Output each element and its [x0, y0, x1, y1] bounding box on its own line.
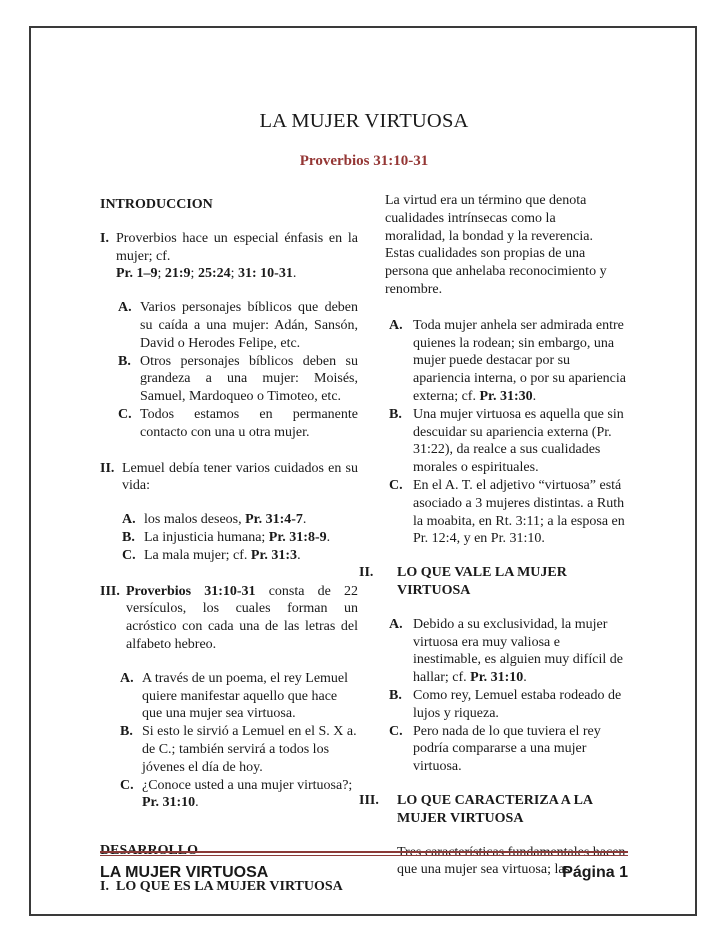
development-section-1-items	[373, 317, 629, 548]
development-section-2-items	[373, 616, 629, 776]
ref: Pr. 31:4-7	[245, 512, 303, 528]
ref: 25:24	[197, 266, 231, 282]
ref: Pr. 31:10	[470, 670, 524, 686]
item-label: C.	[120, 777, 134, 793]
ref: 31: 10-31	[238, 266, 293, 282]
section-label: III.	[100, 583, 120, 599]
intro-section-2	[100, 460, 358, 496]
list-item	[118, 406, 358, 442]
ref: Pr. 31:8-9	[268, 529, 327, 545]
item-text	[413, 317, 629, 406]
section-text	[116, 230, 358, 283]
item-label: B.	[120, 724, 133, 740]
section-text: Lemuel debía tener varios cuidados en su vida:	[122, 460, 358, 494]
item-label: C.	[118, 406, 132, 422]
section-text-part: Proverbios hace un especial énfasis en la mujer; cf.	[116, 230, 358, 264]
sep: ;	[190, 266, 198, 282]
section-text: LO QUE CARACTERIZA A LA MUJER VIRTUOSA	[397, 792, 593, 826]
development-section-3-text: que una mujer sea virtuosa; las	[397, 862, 571, 878]
item-label: A.	[389, 317, 403, 333]
item-text-part: los malos deseos,	[144, 512, 246, 528]
item-text: Si esto le sirvió a Lemuel en el S. X a. de C.; también servirá a todos los jóvenes el día de hoy.	[142, 724, 357, 775]
item-text-part: Toda mujer anhela ser admirada entre quienes la rodean; sin embargo, una mujer puede destacar por su apariencia interna, o por su apariencia externa; cf.	[413, 317, 627, 404]
item-text: A través de un poema, el rey Lemuel quiere manifestar aquello que hace que una mujer sea virtuosa.	[142, 670, 349, 722]
development-section-3	[359, 792, 629, 828]
section-label: I.	[100, 878, 109, 894]
item-text	[144, 529, 358, 547]
list-item	[389, 723, 629, 776]
list-item	[122, 511, 358, 529]
ref: Pr. 31:30	[479, 388, 533, 404]
definition-paragraph: La virtud era un término que denota cualidades intrínsecas como la moralidad, la bondad y la reverencia. Estas cualidades son propias de una persona que anhelaba reconocimiento y renombre.	[385, 193, 607, 297]
intro-section-1-items	[100, 299, 358, 441]
item-text-part: La mala mujer; cf.	[144, 547, 251, 563]
sep: .	[532, 388, 537, 404]
item-label: B.	[122, 529, 135, 545]
item-text	[413, 616, 629, 687]
item-text-part: ¿Conoce usted a una mujer virtuosa?;	[142, 777, 353, 793]
list-item	[122, 529, 358, 547]
list-item	[120, 777, 358, 813]
list-item	[389, 406, 629, 477]
development-section-2	[359, 564, 629, 600]
section-text-part: consta de 22 versículos, los cuales forman un acróstico con cada una de las letras del alfabeto hebreo.	[126, 583, 358, 652]
intro-heading: INTRODUCCION	[100, 197, 213, 212]
intro-section-2-items	[100, 511, 358, 564]
item-text	[144, 547, 358, 565]
item-text: En el A. T. el adjetivo “virtuosa” está asociado a 3 mujeres distintas. a Ruth la moabita, en Rt. 3:11; a la esposa en Pr. 12:4, y en Pr. 31:10.	[413, 477, 625, 547]
section-label: III.	[359, 792, 379, 808]
page-subtitle: Proverbios 31:10-31	[299, 153, 429, 169]
ref: Pr. 1–9	[116, 266, 158, 282]
item-text: Otros personajes bíblicos deben su grandeza a una mujer: Moisés, Samuel, Mardoqueo o Timoteo, etc.	[140, 353, 358, 405]
item-label: B.	[389, 406, 402, 422]
item-text-part: Debido a su exclusividad, la mujer virtuosa era muy valiosa e inestimable, es alguien muy difícil de hallar; cf.	[413, 616, 623, 686]
right-column	[359, 192, 629, 879]
footer-title: LA MUJER VIRTUOSA	[100, 864, 269, 881]
sep: ;	[230, 266, 238, 282]
sep: .	[292, 266, 297, 282]
sep: .	[302, 512, 307, 528]
intro-section-3	[100, 583, 358, 654]
sep: .	[195, 795, 199, 811]
section-label: II.	[100, 460, 115, 476]
item-text: Todos estamos en permanente contacto con una u otra mujer.	[140, 406, 358, 440]
item-label: C.	[389, 723, 403, 739]
list-item	[118, 299, 358, 352]
item-label: C.	[122, 547, 136, 563]
item-label: A.	[118, 300, 132, 316]
item-label: C.	[389, 477, 403, 493]
ref: Proverbios 31:10-31	[126, 583, 256, 599]
section-text: LO QUE VALE LA MUJER VIRTUOSA	[397, 565, 567, 598]
list-item	[118, 353, 358, 406]
list-item	[389, 477, 629, 548]
ref: Pr. 31:3	[250, 547, 298, 563]
section-text	[126, 583, 358, 654]
item-label: A.	[122, 512, 136, 528]
item-label: B.	[389, 687, 402, 703]
sep: .	[523, 670, 527, 686]
footer-page-number: Página 1	[562, 864, 628, 881]
item-text: Como rey, Lemuel estaba rodeado de lujos y riqueza.	[413, 687, 622, 721]
section-text: LO QUE ES LA MUJER VIRTUOSA	[116, 878, 343, 894]
item-text-part: La injusticia humana;	[144, 529, 269, 545]
item-text: Pero nada de lo que tuviera el rey podría compararse a una mujer virtuosa.	[413, 723, 601, 775]
footer-rule	[100, 851, 628, 853]
ref: 21:9	[164, 266, 191, 282]
page-title: LA MUJER VIRTUOSA	[259, 110, 469, 132]
item-label: A.	[389, 616, 403, 632]
item-text: Varios personajes bíblicos que deben su caída a una mujer: Adán, Sansón, David o Herodes Felipe, etc.	[140, 300, 358, 351]
item-label: A.	[120, 670, 134, 686]
item-text	[144, 511, 358, 529]
ref: Pr. 31:10	[142, 795, 196, 811]
list-item	[120, 670, 358, 723]
sep: ;	[157, 266, 165, 282]
left-column	[100, 196, 358, 896]
list-item	[389, 616, 629, 687]
list-item	[389, 317, 629, 406]
section-label: I.	[100, 230, 109, 246]
section-label: II.	[359, 565, 374, 581]
list-item	[389, 687, 629, 723]
item-label: B.	[118, 353, 131, 369]
list-item	[122, 547, 358, 565]
footer-rule-thin	[100, 855, 628, 856]
sep: .	[297, 547, 301, 563]
item-text	[142, 777, 358, 813]
sep: .	[326, 529, 331, 545]
intro-section-1	[100, 230, 358, 283]
list-item	[120, 723, 358, 776]
intro-section-3-items	[100, 670, 358, 812]
item-text: Una mujer virtuosa es aquella que sin descuidar su apariencia externa (Pr. 31:22), da realce a sus cualidades morales o espirituales.	[413, 406, 624, 476]
